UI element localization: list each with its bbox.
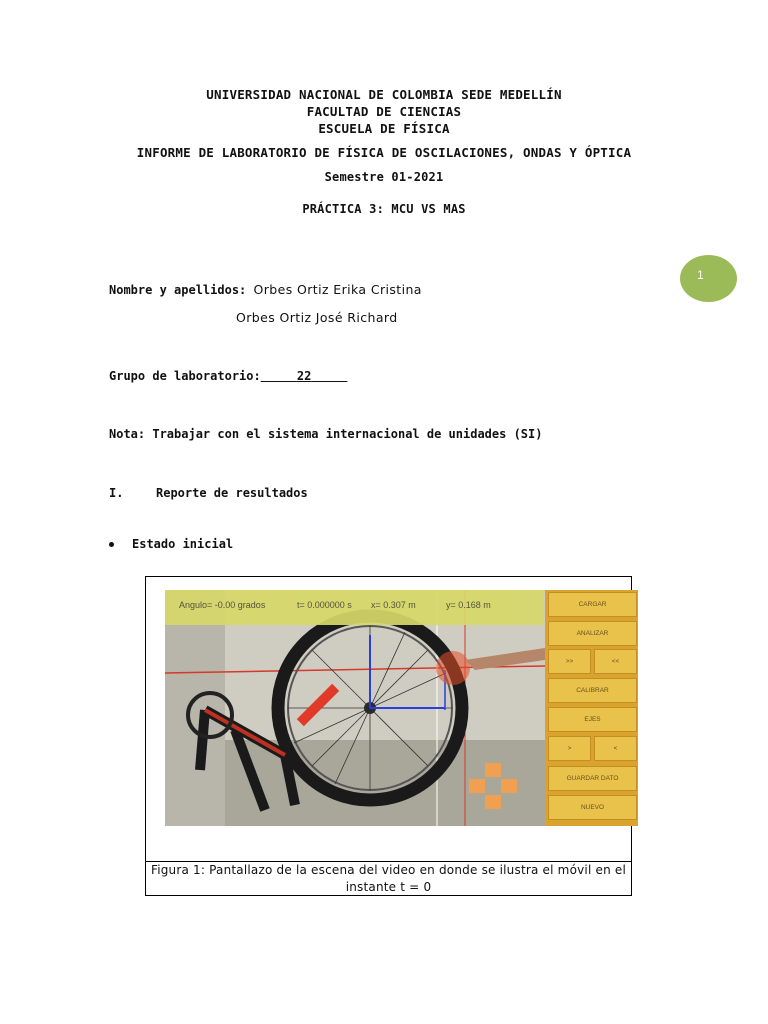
- student-name-2: Orbes Ortiz José Richard: [236, 310, 398, 325]
- caption-line-2: instante t = 0: [345, 880, 432, 894]
- name-label: Nombre y apellidos: Orbes Ortiz Erika Cristina: [109, 282, 422, 297]
- time-readout: t= 0.000000 s: [297, 600, 352, 610]
- section-heading: [109, 486, 308, 500]
- rewind-button[interactable]: <<: [594, 649, 637, 674]
- readout-bar: [165, 590, 544, 625]
- load-button[interactable]: CARGAR: [548, 592, 637, 617]
- section-title: Reporte de resultados: [156, 486, 308, 500]
- group-field: [109, 369, 347, 383]
- save-data-button[interactable]: GUARDAR DATO: [548, 766, 637, 791]
- fast-forward-button[interactable]: >>: [548, 649, 591, 674]
- page-number-badge: [680, 255, 737, 302]
- semester: Semestre 01-2021: [324, 170, 444, 184]
- x-readout: x= 0.307 m: [371, 600, 416, 610]
- bullet-dot: [109, 542, 114, 547]
- tracked-marker: [436, 651, 470, 685]
- new-button[interactable]: NUEVO: [548, 795, 637, 820]
- analyze-button[interactable]: ANALIZAR: [548, 621, 637, 646]
- header-faculty: FACULTAD DE CIENCIAS: [306, 104, 462, 119]
- axes-button[interactable]: EJES: [548, 707, 637, 732]
- angle-readout: Angulo= -0.00 grados: [179, 600, 266, 610]
- group-value: 22: [296, 369, 312, 383]
- step-back-button[interactable]: <: [594, 736, 637, 761]
- practice-title: PRÁCTICA 3: MCU VS MAS: [302, 202, 466, 216]
- student-name-1: Orbes Ortiz Erika Cristina: [253, 282, 422, 297]
- caption-line-1: Figura 1: Pantallazo de la escena del video en donde se ilustra el móvil en el: [150, 863, 627, 877]
- group-label: Grupo de laboratorio:: [109, 369, 261, 383]
- calibrate-button[interactable]: CALIBRAR: [548, 678, 637, 703]
- section-number: I.: [109, 486, 124, 500]
- note: Nota: Trabajar con el sistema internacional de unidades (SI): [109, 427, 543, 441]
- page-number: 1: [697, 268, 704, 282]
- header-university: UNIVERSIDAD NACIONAL DE COLOMBIA SEDE MEDELLÍN: [206, 87, 562, 102]
- figure-caption: [146, 861, 631, 896]
- control-panel: [545, 590, 638, 826]
- step-forward-button[interactable]: >: [548, 736, 591, 761]
- header-school: ESCUELA DE FÍSICA: [318, 121, 450, 136]
- y-readout: y= 0.168 m: [446, 600, 491, 610]
- bullet-item: Estado inicial: [132, 537, 234, 551]
- figure-frame: [145, 576, 632, 896]
- video-screenshot: [165, 590, 638, 826]
- report-title: INFORME DE LABORATORIO DE FÍSICA DE OSCILACIONES, ONDAS Y ÓPTICA: [136, 145, 632, 160]
